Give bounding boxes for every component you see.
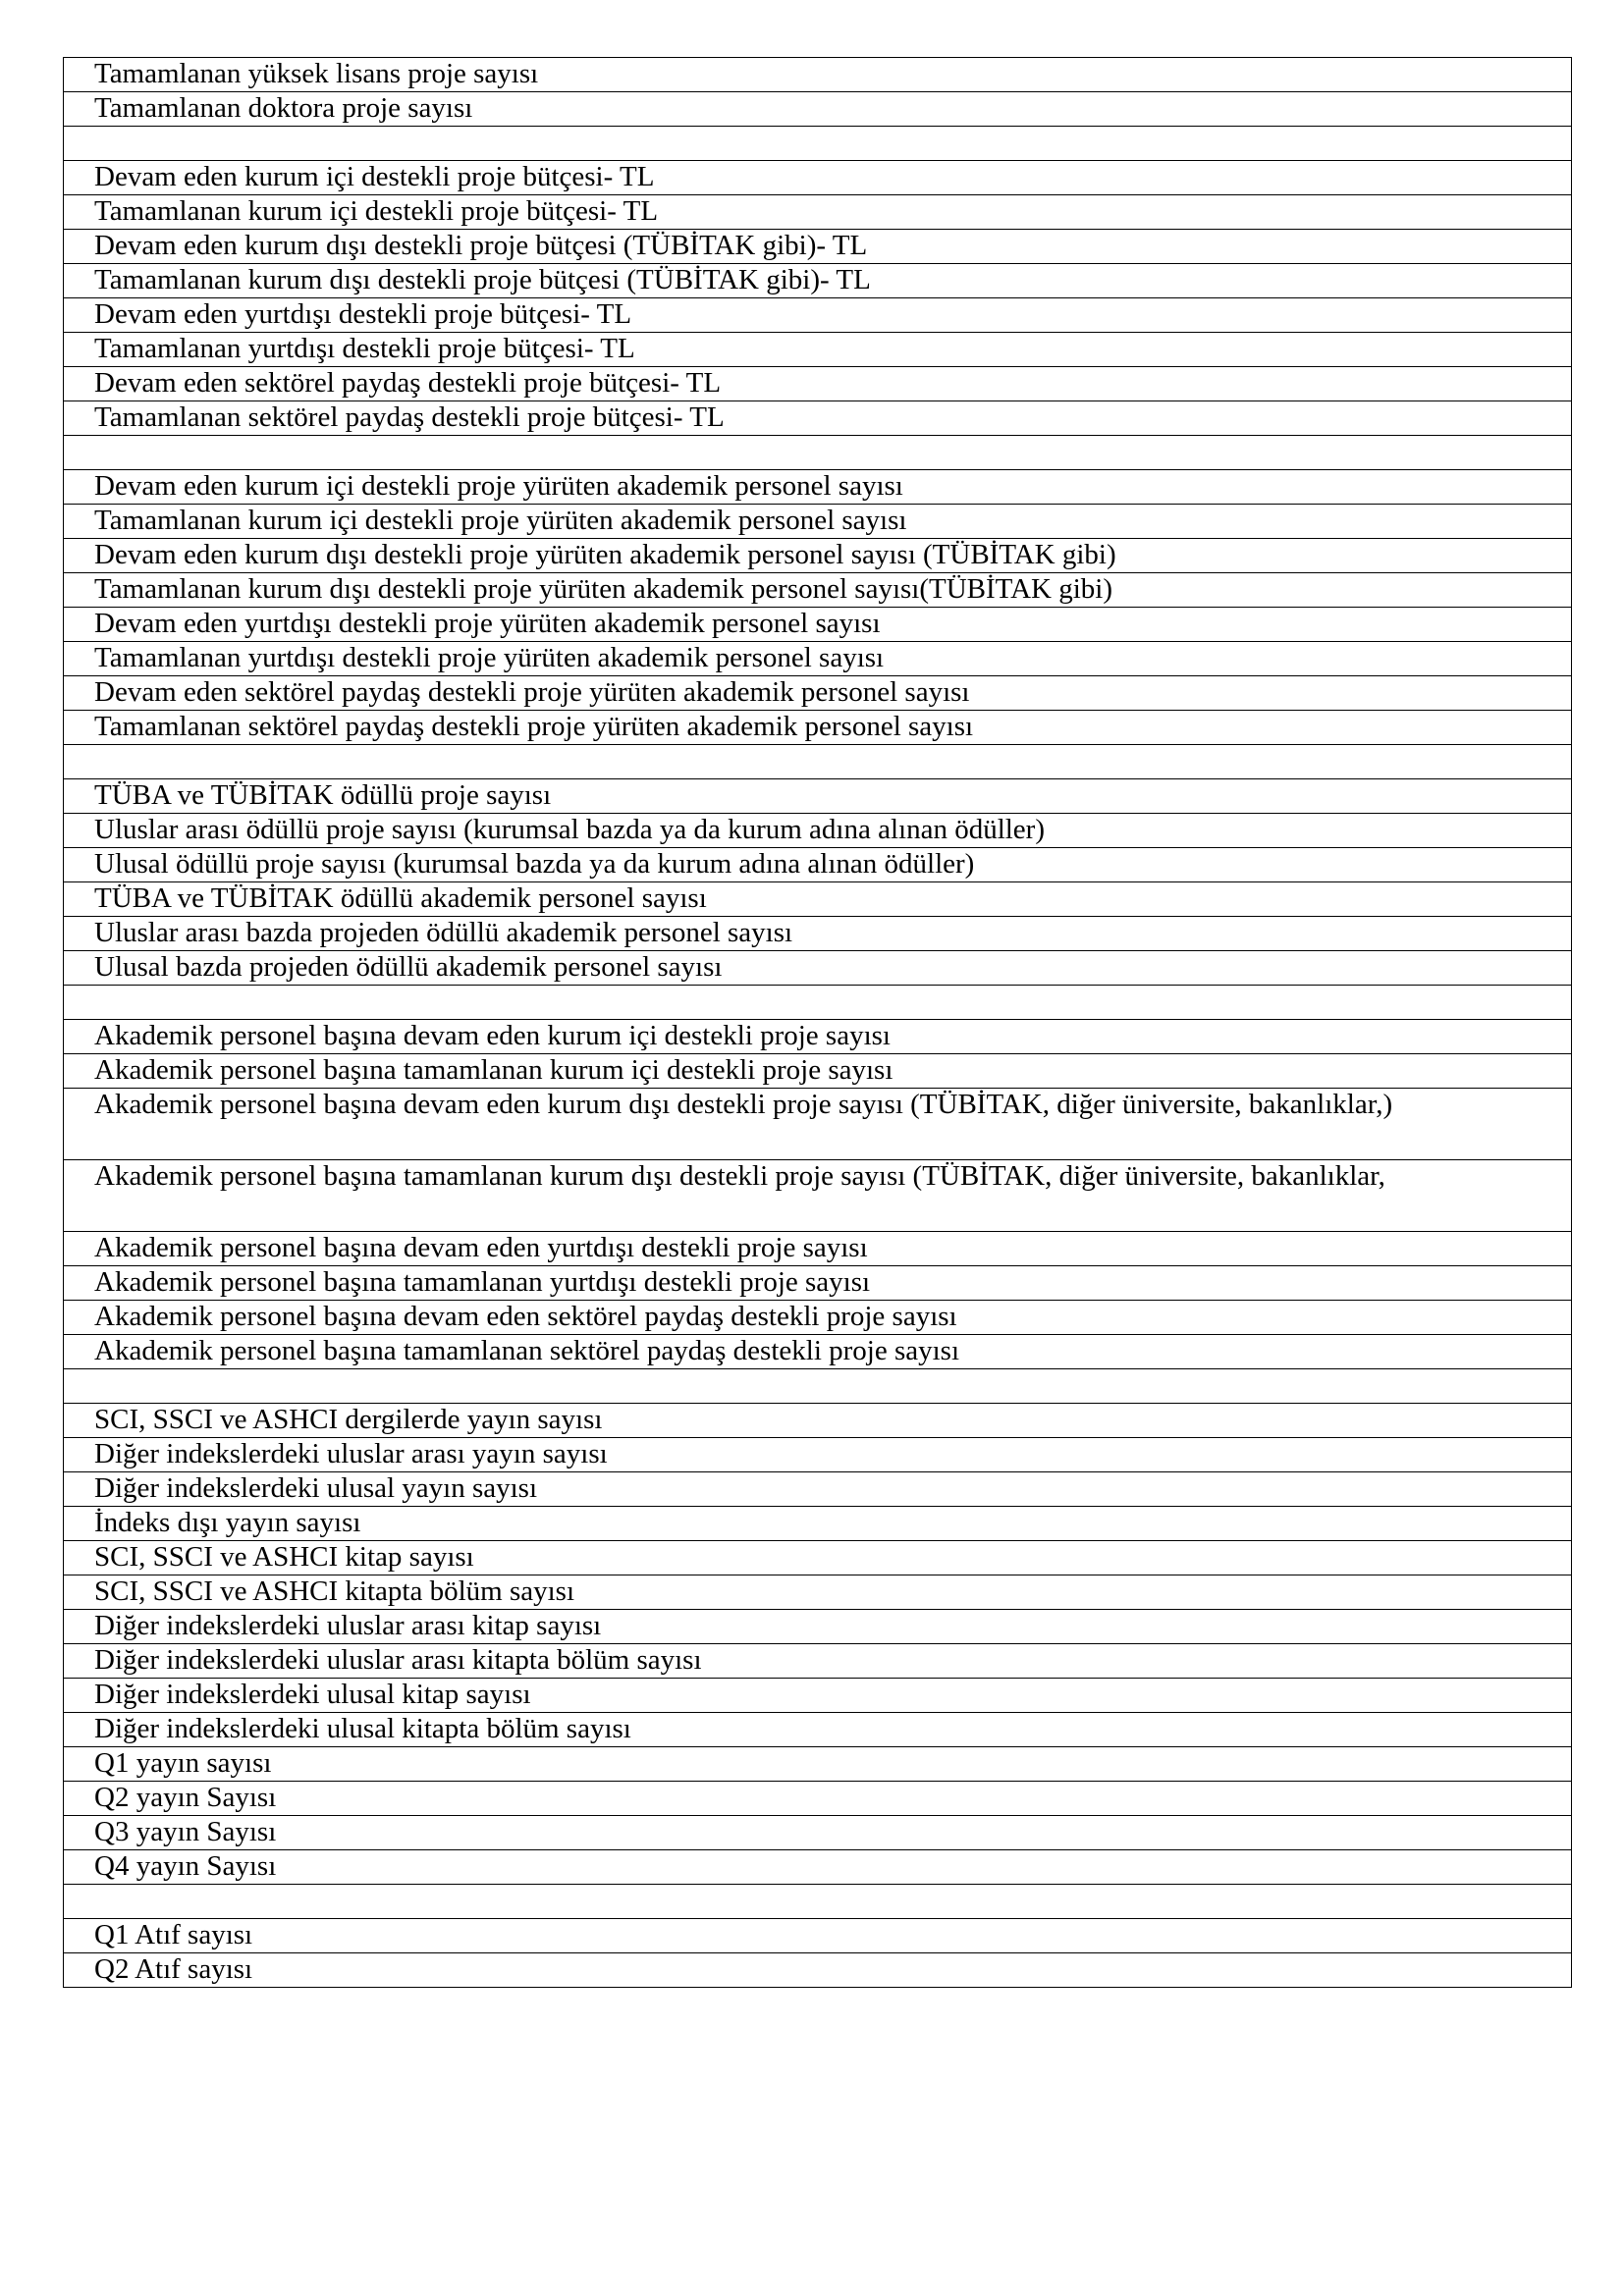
table-cell: Akademik personel başına tamamlanan sektörel paydaş destekli proje sayısı: [64, 1335, 1572, 1369]
table-row: [64, 1472, 1572, 1507]
table-row: [64, 1369, 1572, 1404]
table-cell: [64, 127, 1572, 161]
table-cell: Akademik personel başına tamamlanan kurum içi destekli proje sayısı: [64, 1054, 1572, 1089]
table-row: [64, 505, 1572, 539]
table-row: [64, 1575, 1572, 1610]
table-cell: Uluslar arası bazda projeden ödüllü akademik personel sayısı: [64, 917, 1572, 951]
table-row: [64, 676, 1572, 711]
table-row: [64, 1953, 1572, 1988]
table-row: [64, 470, 1572, 505]
table-row: [64, 573, 1572, 608]
table-cell: Devam eden yurtdışı destekli proje bütçesi- TL: [64, 298, 1572, 333]
table-cell: Diğer indekslerdeki ulusal yayın sayısı: [64, 1472, 1572, 1507]
table-row: [64, 814, 1572, 848]
table-row: [64, 333, 1572, 367]
table-cell: Devam eden yurtdışı destekli proje yürüten akademik personel sayısı: [64, 608, 1572, 642]
table-row: [64, 436, 1572, 470]
table-cell: Tamamlanan kurum dışı destekli proje bütçesi (TÜBİTAK gibi)- TL: [64, 264, 1572, 298]
table-row: [64, 1020, 1572, 1054]
table-cell: Tamamlanan yüksek lisans proje sayısı: [64, 58, 1572, 92]
table-cell: Devam eden kurum içi destekli proje yürüten akademik personel sayısı: [64, 470, 1572, 505]
table-cell: Tamamlanan yurtdışı destekli proje bütçesi- TL: [64, 333, 1572, 367]
table-cell: [64, 436, 1572, 470]
table-row: [64, 642, 1572, 676]
table-cell: SCI, SSCI ve ASHCI dergilerde yayın sayısı: [64, 1404, 1572, 1438]
table-row: [64, 1885, 1572, 1919]
table-cell: Akademik personel başına tamamlanan kurum dışı destekli proje sayısı (TÜBİTAK, diğer üniversite, bakanlıklar,: [64, 1160, 1572, 1232]
table-cell: Tamamlanan sektörel paydaş destekli proje yürüten akademik personel sayısı: [64, 711, 1572, 745]
table-cell: Tamamlanan doktora proje sayısı: [64, 92, 1572, 127]
table-row: [64, 1850, 1572, 1885]
table-row: [64, 539, 1572, 573]
table-row: [64, 986, 1572, 1020]
table-row: [64, 401, 1572, 436]
table-row: [64, 92, 1572, 127]
table-cell: Akademik personel başına tamamlanan yurtdışı destekli proje sayısı: [64, 1266, 1572, 1301]
indicator-table: [63, 57, 1572, 1988]
table-cell: Q1 Atıf sayısı: [64, 1919, 1572, 1953]
table-cell: Q3 yayın Sayısı: [64, 1816, 1572, 1850]
table-cell: TÜBA ve TÜBİTAK ödüllü proje sayısı: [64, 779, 1572, 814]
table-row: [64, 195, 1572, 230]
table-cell: SCI, SSCI ve ASHCI kitap sayısı: [64, 1541, 1572, 1575]
table-row: [64, 1816, 1572, 1850]
table-row: [64, 1266, 1572, 1301]
table-row: [64, 1919, 1572, 1953]
table-row: [64, 58, 1572, 92]
table-row: [64, 1301, 1572, 1335]
table-cell: Q2 yayın Sayısı: [64, 1782, 1572, 1816]
table-cell: Tamamlanan kurum dışı destekli proje yürüten akademik personel sayısı(TÜBİTAK gibi): [64, 573, 1572, 608]
table-row: [64, 1335, 1572, 1369]
table-cell: [64, 745, 1572, 779]
table-row: [64, 1438, 1572, 1472]
table-row: [64, 1679, 1572, 1713]
table-cell: Devam eden sektörel paydaş destekli proje bütçesi- TL: [64, 367, 1572, 401]
table-cell: Tamamlanan kurum içi destekli proje bütçesi- TL: [64, 195, 1572, 230]
table-row: [64, 1404, 1572, 1438]
table-row: [64, 298, 1572, 333]
table-row: [64, 779, 1572, 814]
table-cell: Diğer indekslerdeki uluslar arası kitapta bölüm sayısı: [64, 1644, 1572, 1679]
table-cell: Tamamlanan yurtdışı destekli proje yürüten akademik personel sayısı: [64, 642, 1572, 676]
table-cell: [64, 1369, 1572, 1404]
table-row: [64, 367, 1572, 401]
table-cell: Ulusal bazda projeden ödüllü akademik personel sayısı: [64, 951, 1572, 986]
table-cell: [64, 1885, 1572, 1919]
table-row: [64, 1232, 1572, 1266]
table-row: [64, 1782, 1572, 1816]
table-cell: Ulusal ödüllü proje sayısı (kurumsal bazda ya da kurum adına alınan ödüller): [64, 848, 1572, 882]
table-cell: Akademik personel başına devam eden kurum dışı destekli proje sayısı (TÜBİTAK, diğer üniversite, bakanlıklar,): [64, 1089, 1572, 1160]
table-cell: Akademik personel başına devam eden sektörel paydaş destekli proje sayısı: [64, 1301, 1572, 1335]
table-cell: Diğer indekslerdeki ulusal kitap sayısı: [64, 1679, 1572, 1713]
table-cell: Tamamlanan sektörel paydaş destekli proje bütçesi- TL: [64, 401, 1572, 436]
table-cell: Q2 Atıf sayısı: [64, 1953, 1572, 1988]
table-cell: Diğer indekslerdeki uluslar arası kitap sayısı: [64, 1610, 1572, 1644]
table-cell: Diğer indekslerdeki ulusal kitapta bölüm sayısı: [64, 1713, 1572, 1747]
table-row: [64, 917, 1572, 951]
table-row: [64, 745, 1572, 779]
table-row: [64, 1507, 1572, 1541]
table-row: [64, 1747, 1572, 1782]
table-cell: Diğer indekslerdeki uluslar arası yayın sayısı: [64, 1438, 1572, 1472]
table-row: [64, 264, 1572, 298]
table-cell: Q4 yayın Sayısı: [64, 1850, 1572, 1885]
table-row: [64, 1160, 1572, 1232]
table-cell: İndeks dışı yayın sayısı: [64, 1507, 1572, 1541]
table-row: [64, 848, 1572, 882]
table-cell: Akademik personel başına devam eden yurtdışı destekli proje sayısı: [64, 1232, 1572, 1266]
table-cell: Akademik personel başına devam eden kurum içi destekli proje sayısı: [64, 1020, 1572, 1054]
table-row: [64, 230, 1572, 264]
table-cell: SCI, SSCI ve ASHCI kitapta bölüm sayısı: [64, 1575, 1572, 1610]
table-cell: Devam eden sektörel paydaş destekli proje yürüten akademik personel sayısı: [64, 676, 1572, 711]
indicator-table-body: [64, 58, 1572, 1988]
table-row: [64, 161, 1572, 195]
table-row: [64, 1089, 1572, 1160]
table-row: [64, 1054, 1572, 1089]
table-row: [64, 1610, 1572, 1644]
table-row: [64, 711, 1572, 745]
table-cell: [64, 986, 1572, 1020]
table-cell: Q1 yayın sayısı: [64, 1747, 1572, 1782]
table-row: [64, 1713, 1572, 1747]
table-row: [64, 951, 1572, 986]
table-row: [64, 127, 1572, 161]
table-row: [64, 1644, 1572, 1679]
table-cell: Devam eden kurum dışı destekli proje yürüten akademik personel sayısı (TÜBİTAK gibi): [64, 539, 1572, 573]
table-cell: Devam eden kurum içi destekli proje bütçesi- TL: [64, 161, 1572, 195]
table-row: [64, 1541, 1572, 1575]
table-cell: Devam eden kurum dışı destekli proje bütçesi (TÜBİTAK gibi)- TL: [64, 230, 1572, 264]
table-row: [64, 882, 1572, 917]
table-cell: Tamamlanan kurum içi destekli proje yürüten akademik personel sayısı: [64, 505, 1572, 539]
table-row: [64, 608, 1572, 642]
table-cell: Uluslar arası ödüllü proje sayısı (kurumsal bazda ya da kurum adına alınan ödüller): [64, 814, 1572, 848]
table-cell: TÜBA ve TÜBİTAK ödüllü akademik personel sayısı: [64, 882, 1572, 917]
